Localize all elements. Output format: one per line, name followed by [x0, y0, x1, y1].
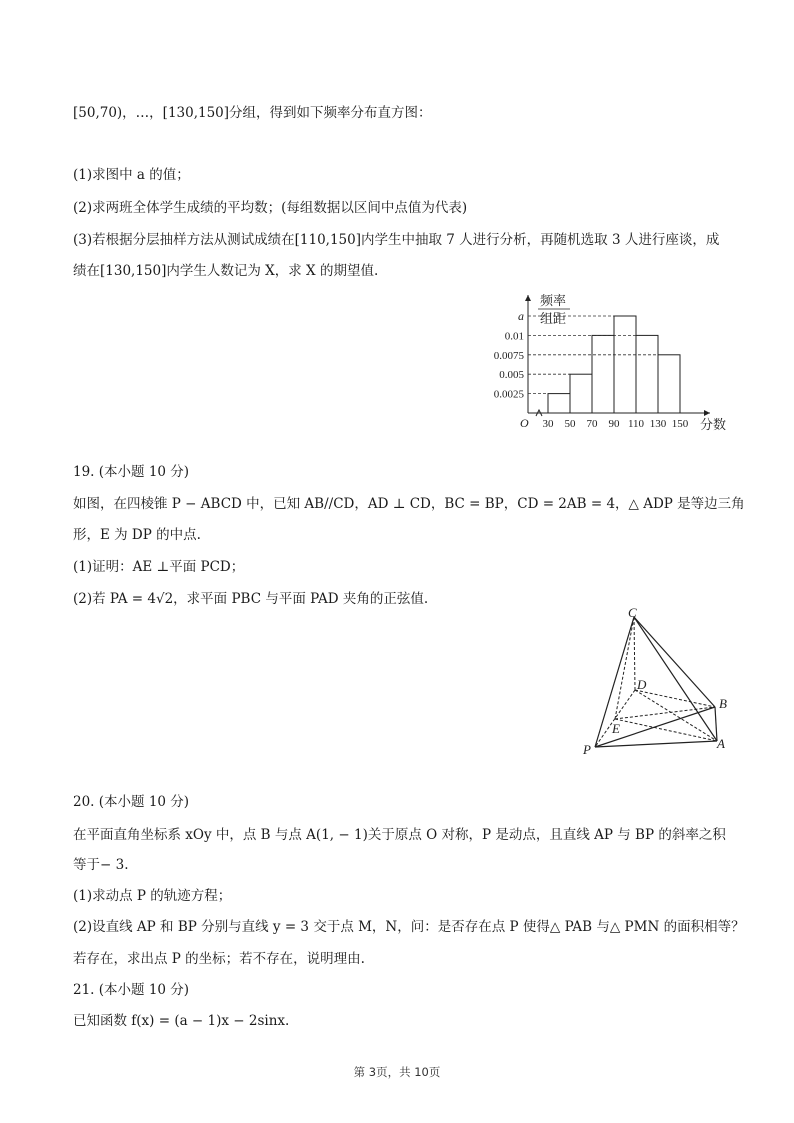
x-tick-label: 90 — [608, 418, 620, 430]
histogram-bar — [614, 316, 636, 413]
y-axis-label-top: 频率 — [540, 293, 567, 308]
question-part: (3)若根据分层抽样方法从测试成绩在[110,150]内学生中抽取 7 人进行分析，再随机选取 3 人进行座谈，成 — [73, 232, 720, 248]
text-line: 绩在[130,150]内学生人数记为 X，求 X 的期望值. — [73, 263, 379, 279]
y-axis-arrow — [525, 295, 531, 301]
vertex-label-b: B — [719, 696, 727, 711]
y-tick-label: 0.0075 — [493, 349, 524, 362]
text-line: 在平面直角坐标系 xOy 中，点 B 与点 A(1, − 1)关于原点 O 对称，P 是动点，且直线 AP 与 BP 的斜率之积 — [73, 827, 726, 843]
x-tick-label: 150 — [671, 418, 689, 430]
x-tick-label: 70 — [586, 418, 598, 430]
y-tick-label: 0.005 — [499, 369, 524, 382]
vertex-label-a: A — [717, 736, 725, 751]
vertex-label-p: P — [583, 742, 591, 757]
question-part: (1)求图中 a 的值； — [73, 167, 190, 183]
x-tick-label: 50 — [564, 418, 576, 430]
text-line: [50,70)，…，[130,150]分组，得到如下频率分布直方图： — [73, 105, 432, 121]
text-line: 如图，在四棱锥 P − ABCD 中，已知 AB//CD，AD ⊥ CD，BC = BP，CD = 2AB = 4，△ ADP 是等边三角 — [73, 496, 745, 512]
vertex-label-e: E — [612, 721, 620, 736]
frequency-histogram — [478, 280, 768, 440]
text-line: 等于− 3. — [73, 857, 129, 873]
vertex-label-d: D — [637, 677, 647, 692]
histogram-bar — [570, 374, 592, 413]
y-axis-label-bottom: 组距 — [540, 311, 567, 326]
page-footer: 第 3页，共 10页 — [353, 1065, 441, 1079]
y-tick-label: 0.0025 — [493, 388, 524, 401]
histogram-bar — [548, 394, 570, 413]
question-part: (1)求动点 P 的轨迹方程； — [73, 888, 232, 904]
x-tick-label: 130 — [649, 418, 667, 430]
x-axis-arrow — [704, 410, 710, 416]
question-part: (2)设直线 AP 和 BP 分别与直线 y = 3 交于点 M，N，问：是否存在点 P 使得△ PAB 与△ PMN 的面积相等？ — [73, 919, 745, 935]
question-part: (1)证明：AE ⊥平面 PCD； — [73, 559, 245, 575]
pyramid-figure — [575, 605, 745, 765]
histogram-bar — [636, 335, 658, 413]
histogram-bar — [592, 335, 614, 413]
histogram-bar — [658, 355, 680, 413]
text-line: 若存在，求出点 P 的坐标；若不存在，说明理由. — [73, 951, 365, 967]
text-line: 已知函数 f(x) = (a − 1)x − 2sinx. — [73, 1013, 290, 1029]
x-tick-label: 110 — [627, 418, 645, 430]
question-header: 20. (本小题 10 分) — [73, 794, 190, 810]
text-line: 形，E 为 DP 的中点. — [73, 527, 201, 543]
x-tick-label: 30 — [542, 418, 554, 430]
question-part: (2)若 PA = 4√2，求平面 PBC 与平面 PAD 夹角的正弦值. — [73, 591, 429, 607]
vertex-label-c: C — [628, 605, 637, 620]
y-tick-label: a — [518, 309, 524, 323]
x-axis-label: 分数 — [700, 417, 727, 432]
origin-label: O — [520, 416, 529, 430]
question-header: 19. (本小题 10 分) — [73, 464, 190, 480]
y-tick-label: 0.01 — [504, 330, 524, 343]
question-part: (2)求两班全体学生成绩的平均数；(每组数据以区间中点值为代表) — [73, 200, 468, 216]
question-header: 21. (本小题 10 分) — [73, 982, 190, 998]
